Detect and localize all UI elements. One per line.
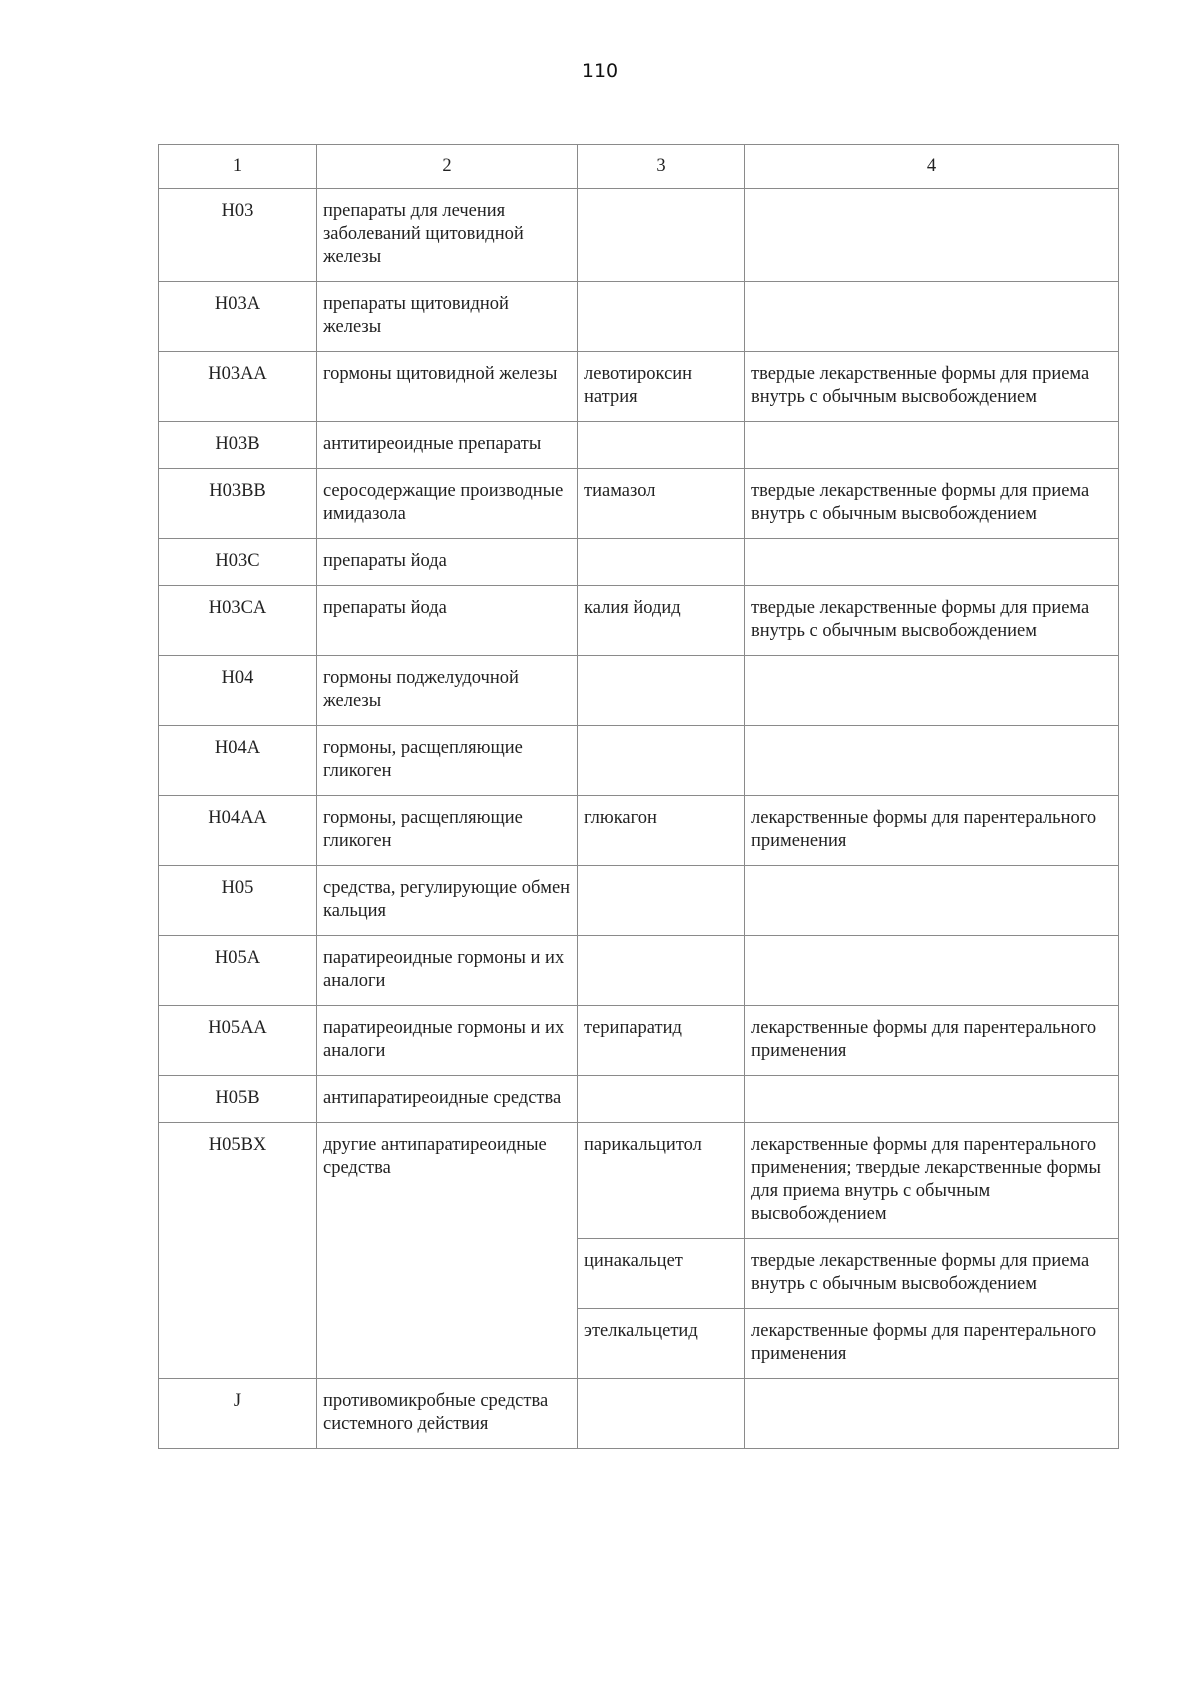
table-row <box>159 189 1119 282</box>
table-row <box>159 1006 1119 1076</box>
drug-name-cell <box>578 282 745 352</box>
dosage-form-cell: твердые лекарственные формы для приема внутрь с обычным высвобождением <box>745 1239 1119 1309</box>
atc-code-cell: H04A <box>159 726 317 796</box>
drug-name-cell: парикальцитол <box>578 1123 745 1239</box>
dosage-form-cell <box>745 866 1119 936</box>
table-row <box>159 936 1119 1006</box>
atc-code-cell: H05A <box>159 936 317 1006</box>
table-row <box>159 656 1119 726</box>
header-cell: 1 <box>159 145 317 189</box>
atc-code-cell: H03C <box>159 539 317 586</box>
table-row <box>159 539 1119 586</box>
table-row <box>159 866 1119 936</box>
drug-name-cell <box>578 422 745 469</box>
atc-code-cell: J <box>159 1379 317 1449</box>
dosage-form-cell <box>745 539 1119 586</box>
table-row <box>159 1076 1119 1123</box>
atc-group-name-cell: гормоны щитовидной железы <box>317 352 578 422</box>
atc-group-name-cell: паратиреоидные гормоны и их аналоги <box>317 1006 578 1076</box>
drug-name-cell: левотироксин натрия <box>578 352 745 422</box>
dosage-form-cell <box>745 1076 1119 1123</box>
dosage-form-cell <box>745 656 1119 726</box>
dosage-form-cell: твердые лекарственные формы для приема внутрь с обычным высвобождением <box>745 469 1119 539</box>
drug-name-cell <box>578 539 745 586</box>
header-cell: 4 <box>745 145 1119 189</box>
atc-code-cell: H03AA <box>159 352 317 422</box>
atc-group-name-cell: гормоны, расщепляющие гликоген <box>317 796 578 866</box>
dosage-form-cell: лекарственные формы для парентерального применения <box>745 1309 1119 1379</box>
drug-name-cell: тиамазол <box>578 469 745 539</box>
page-number: 110 <box>581 60 619 82</box>
atc-group-name-cell: гормоны поджелудочной железы <box>317 656 578 726</box>
table-row <box>159 1123 1119 1239</box>
drug-name-cell: калия йодид <box>578 586 745 656</box>
atc-code-cell: H05 <box>159 866 317 936</box>
dosage-form-cell <box>745 422 1119 469</box>
atc-group-name-cell: противомикробные средства системного действия <box>317 1379 578 1449</box>
drug-name-cell <box>578 866 745 936</box>
drug-name-cell <box>578 726 745 796</box>
atc-group-name-cell: препараты йода <box>317 586 578 656</box>
table-header-row <box>159 145 1119 189</box>
atc-group-name-cell: гормоны, расщепляющие гликоген <box>317 726 578 796</box>
atc-code-cell: H04AA <box>159 796 317 866</box>
atc-code-cell: H04 <box>159 656 317 726</box>
atc-code-cell: H03A <box>159 282 317 352</box>
atc-group-name-cell: средства, регулирующие обмен кальция <box>317 866 578 936</box>
dosage-form-cell: лекарственные формы для парентерального применения; твердые лекарственные формы для приема внутрь с обычным высвобождением <box>745 1123 1119 1239</box>
dosage-form-cell <box>745 1379 1119 1449</box>
dosage-form-cell <box>745 189 1119 282</box>
dosage-form-cell: твердые лекарственные формы для приема внутрь с обычным высвобождением <box>745 586 1119 656</box>
drug-name-cell <box>578 1379 745 1449</box>
dosage-form-cell: лекарственные формы для парентерального применения <box>745 796 1119 866</box>
table-row <box>159 422 1119 469</box>
dosage-form-cell: лекарственные формы для парентерального применения <box>745 1006 1119 1076</box>
atc-group-name-cell: антипаратиреоидные средства <box>317 1076 578 1123</box>
dosage-form-cell <box>745 936 1119 1006</box>
atc-group-name-cell: серосодержащие производные имидазола <box>317 469 578 539</box>
atc-group-name-cell: другие антипаратиреоидные средства <box>317 1123 578 1379</box>
drug-name-cell: глюкагон <box>578 796 745 866</box>
drug-name-cell <box>578 189 745 282</box>
atc-table <box>158 144 1119 1449</box>
drug-name-cell <box>578 936 745 1006</box>
table-row <box>159 469 1119 539</box>
table-row <box>159 586 1119 656</box>
atc-code-cell: H05B <box>159 1076 317 1123</box>
drug-name-cell: этелкальцетид <box>578 1309 745 1379</box>
table-row <box>159 796 1119 866</box>
atc-group-name-cell: препараты щитовидной железы <box>317 282 578 352</box>
table-row <box>159 352 1119 422</box>
atc-code-cell: H03CA <box>159 586 317 656</box>
table-row <box>159 726 1119 796</box>
drug-name-cell <box>578 656 745 726</box>
atc-group-name-cell: препараты йода <box>317 539 578 586</box>
header-cell: 3 <box>578 145 745 189</box>
dosage-form-cell: твердые лекарственные формы для приема внутрь с обычным высвобождением <box>745 352 1119 422</box>
dosage-form-cell <box>745 726 1119 796</box>
atc-code-cell: H03B <box>159 422 317 469</box>
dosage-form-cell <box>745 282 1119 352</box>
drug-name-cell: терипаратид <box>578 1006 745 1076</box>
header-cell: 2 <box>317 145 578 189</box>
atc-code-cell: H03BB <box>159 469 317 539</box>
atc-code-cell: H03 <box>159 189 317 282</box>
table-row <box>159 1379 1119 1449</box>
atc-group-name-cell: антитиреоидные препараты <box>317 422 578 469</box>
drug-name-cell <box>578 1076 745 1123</box>
atc-code-cell: H05AA <box>159 1006 317 1076</box>
atc-group-name-cell: препараты для лечения заболеваний щитовидной железы <box>317 189 578 282</box>
table-row <box>159 282 1119 352</box>
atc-code-cell: H05BX <box>159 1123 317 1379</box>
drug-name-cell: цинакальцет <box>578 1239 745 1309</box>
atc-group-name-cell: паратиреоидные гормоны и их аналоги <box>317 936 578 1006</box>
